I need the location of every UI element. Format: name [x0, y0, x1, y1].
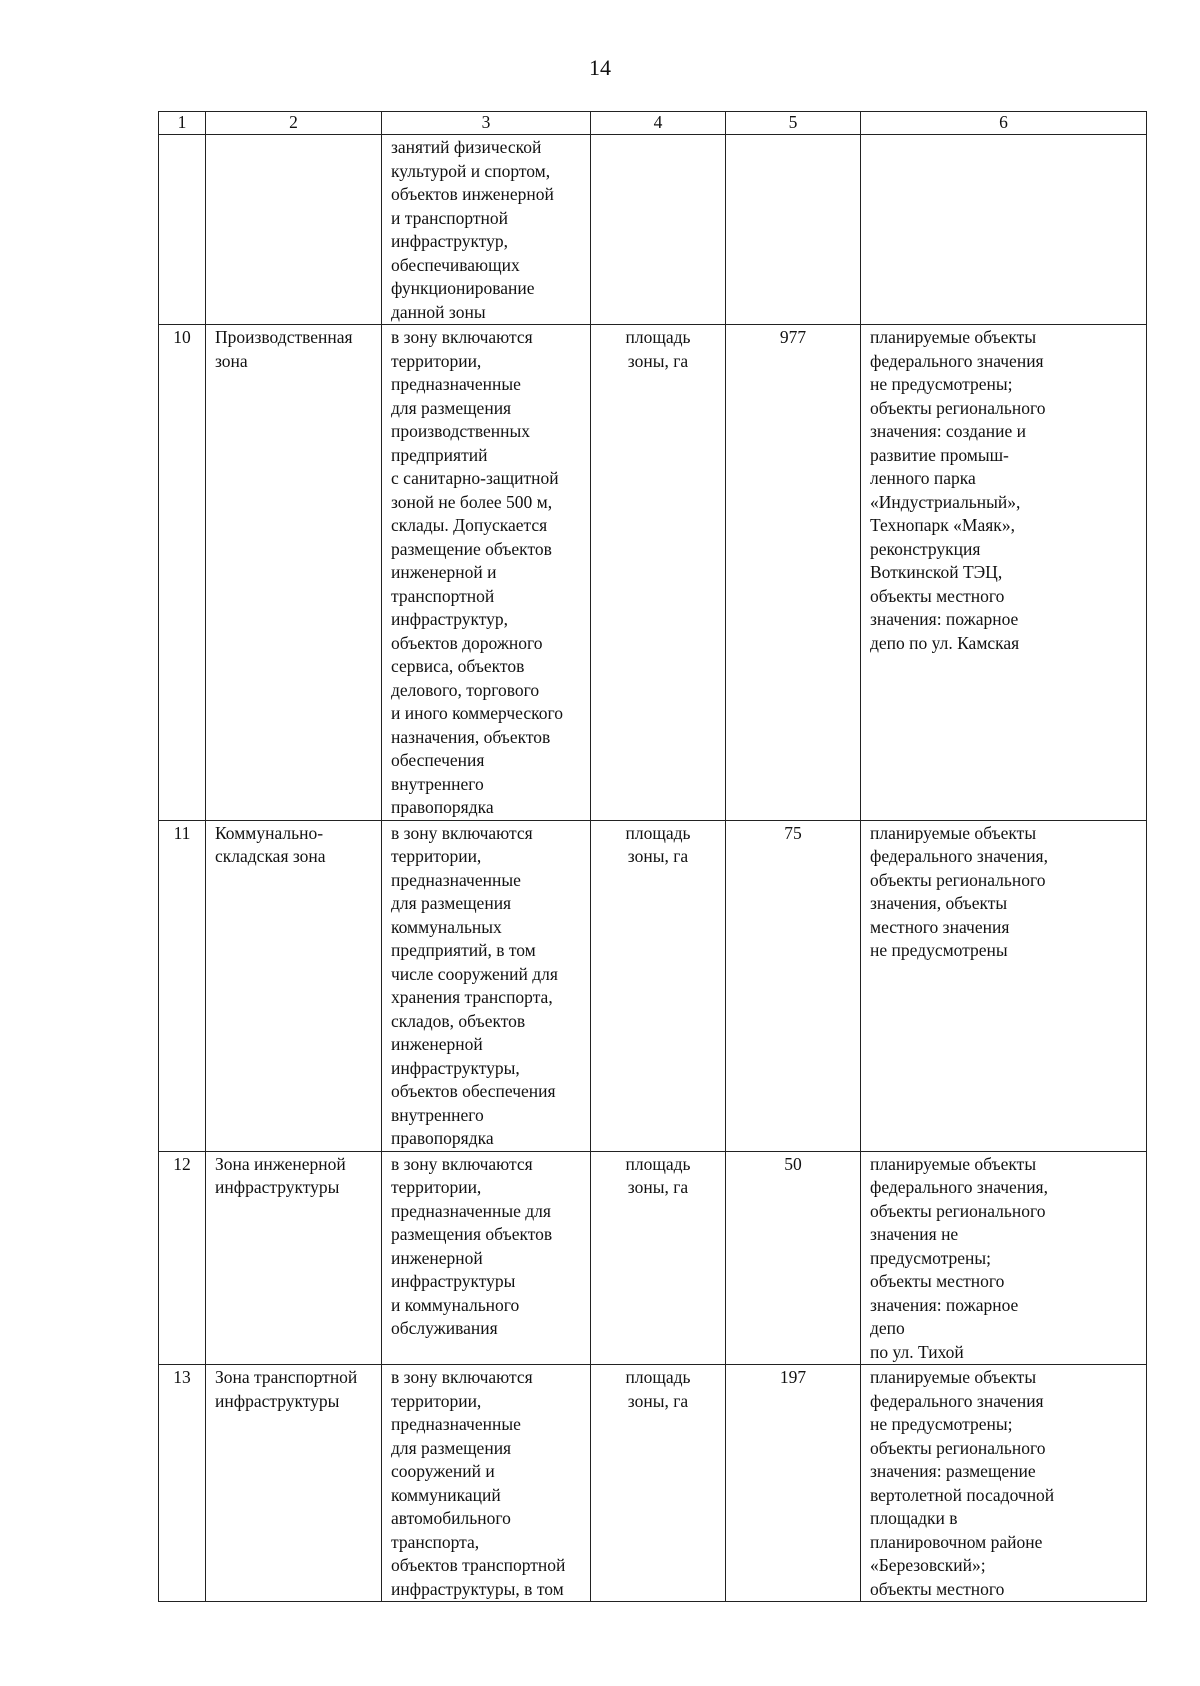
- zone-number: 13: [159, 1365, 206, 1602]
- column-header: 6: [861, 112, 1147, 135]
- zone-unit: [591, 135, 726, 325]
- zone-description: в зону включаются территории, предназначенные для размещения производственных предприятий с санитарно-защитной зоной не более 500 м, склады. Допускается размещение объектов инженерной и транспортной инфраструктур, объектов дорожного сервиса, объектов делового, торгового и иного коммерческого назначения, объектов обеспечения внутреннего правопорядка: [382, 325, 591, 821]
- zone-area-value: 977: [726, 325, 861, 821]
- table-row: [159, 1151, 1147, 1365]
- zone-unit: площадь зоны, га: [591, 1365, 726, 1602]
- zone-name: [206, 135, 382, 325]
- zone-planned-objects: планируемые объекты федерального значения, объекты регионального значения не предусмотрены; объекты местного значения: пожарное депо по ул. Тихой: [861, 1151, 1147, 1365]
- zone-planned-objects: планируемые объекты федерального значения не предусмотрены; объекты регионального значения: создание и развитие промыш- ленного парка «Индустриальный», Технопарк «Маяк», реконструкция Воткинской ТЭЦ, объекты местного значения: пожарное депо по ул. Камская: [861, 325, 1147, 821]
- zone-name: Зона транспортной инфраструктуры: [206, 1365, 382, 1602]
- zone-area-value: 75: [726, 820, 861, 1151]
- column-header: 1: [159, 112, 206, 135]
- zone-number: 10: [159, 325, 206, 821]
- zone-name: Зона инженерной инфраструктуры: [206, 1151, 382, 1365]
- zone-name: Производственная зона: [206, 325, 382, 821]
- zone-description: занятий физической культурой и спортом, объектов инженерной и транспортной инфраструктур, обеспечивающих функционирование данной зоны: [382, 135, 591, 325]
- table-row: [159, 1365, 1147, 1602]
- zone-unit: площадь зоны, га: [591, 1151, 726, 1365]
- header-row: [159, 112, 1147, 135]
- table-row: [159, 325, 1147, 821]
- column-header: 4: [591, 112, 726, 135]
- table-row: [159, 135, 1147, 325]
- zone-number: 11: [159, 820, 206, 1151]
- zone-planned-objects: планируемые объекты федерального значения не предусмотрены; объекты регионального значения: размещение вертолетной посадочной площадки в планировочном районе «Березовский»; объекты местного: [861, 1365, 1147, 1602]
- table-row: [159, 820, 1147, 1151]
- zone-description: в зону включаются территории, предназначенные для размещения сооружений и коммуникаций автомобильного транспорта, объектов транспортной инфраструктуры, в том: [382, 1365, 591, 1602]
- zone-area-value: 197: [726, 1365, 861, 1602]
- column-header: 3: [382, 112, 591, 135]
- page-number: 14: [589, 55, 611, 80]
- zone-area-value: 50: [726, 1151, 861, 1365]
- zone-number: 12: [159, 1151, 206, 1365]
- zone-description: в зону включаются территории, предназначенные для размещения коммунальных предприятий, в том числе сооружений для хранения транспорта, складов, объектов инженерной инфраструктуры, объектов обеспечения внутреннего правопорядка: [382, 820, 591, 1151]
- zone-description: в зону включаются территории, предназначенные для размещения объектов инженерной инфраструктуры и коммунального обслуживания: [382, 1151, 591, 1365]
- zone-unit: площадь зоны, га: [591, 820, 726, 1151]
- zone-planned-objects: планируемые объекты федерального значения, объекты регионального значения, объекты местного значения не предусмотрены: [861, 820, 1147, 1151]
- zone-planned-objects: [861, 135, 1147, 325]
- zones-table: [158, 111, 1147, 1602]
- zone-area-value: [726, 135, 861, 325]
- zone-unit: площадь зоны, га: [591, 325, 726, 821]
- zone-name: Коммунально- складская зона: [206, 820, 382, 1151]
- column-header: 2: [206, 112, 382, 135]
- column-header: 5: [726, 112, 861, 135]
- zone-number: [159, 135, 206, 325]
